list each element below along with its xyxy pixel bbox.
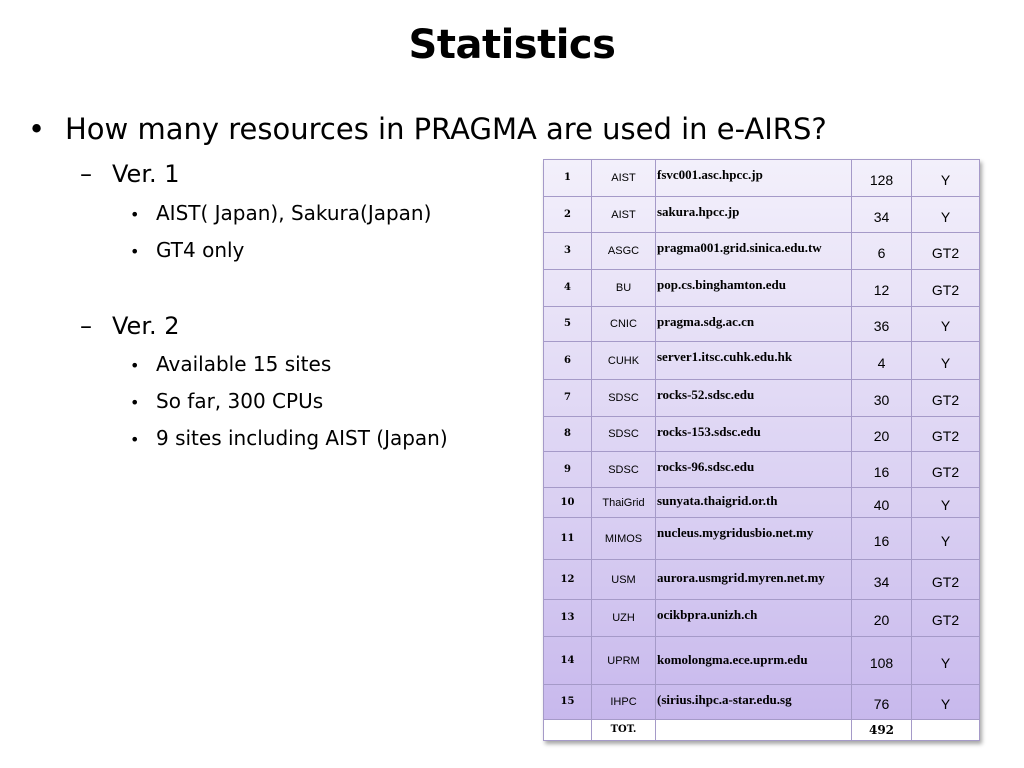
section-heading-ver1: – Ver. 1 xyxy=(80,160,180,188)
table-row xyxy=(544,270,980,307)
site-name: ThaiGrid xyxy=(592,488,656,518)
row-number: 1 xyxy=(544,160,592,197)
globus-version: GT2 xyxy=(912,270,980,307)
section-item: • GT4 only xyxy=(130,238,245,262)
bullet-dot-icon: • xyxy=(130,205,140,224)
globus-version: Y xyxy=(912,685,980,720)
resource-table xyxy=(543,159,980,741)
cpu-count: 34 xyxy=(852,560,912,600)
table-row xyxy=(544,637,980,685)
slide-title: Statistics xyxy=(408,22,616,68)
host-name: fsvc001.asc.hpcc.jp xyxy=(656,160,852,197)
row-number: 4 xyxy=(544,270,592,307)
table-row xyxy=(544,233,980,270)
dash-icon: – xyxy=(80,160,92,188)
cpu-count: 4 xyxy=(852,342,912,380)
host-name: pragma001.grid.sinica.edu.tw xyxy=(656,233,852,270)
globus-version: GT2 xyxy=(912,560,980,600)
row-number: 2 xyxy=(544,197,592,233)
row-number: 7 xyxy=(544,380,592,417)
site-name: SDSC xyxy=(592,452,656,488)
globus-version: Y xyxy=(912,197,980,233)
globus-version: Y xyxy=(912,637,980,685)
cpu-count: 20 xyxy=(852,600,912,637)
globus-version: Y xyxy=(912,160,980,197)
cpu-count: 16 xyxy=(852,452,912,488)
site-name: SDSC xyxy=(592,417,656,452)
cpu-count: 36 xyxy=(852,307,912,342)
total-empty-cell xyxy=(544,720,592,741)
section-item: • So far, 300 CPUs xyxy=(130,389,324,413)
total-label: TOT. xyxy=(592,720,656,741)
table-row xyxy=(544,685,980,720)
bullet-dot-icon: • xyxy=(130,393,140,412)
host-name: ocikbpra.unizh.ch xyxy=(656,600,852,637)
resource-table-container xyxy=(543,159,980,741)
host-name: server1.itsc.cuhk.edu.hk xyxy=(656,342,852,380)
cpu-count: 6 xyxy=(852,233,912,270)
row-number: 3 xyxy=(544,233,592,270)
host-name: rocks-52.sdsc.edu xyxy=(656,380,852,417)
globus-version: Y xyxy=(912,518,980,560)
host-name: sakura.hpcc.jp xyxy=(656,197,852,233)
section-item: • 9 sites including AIST (Japan) xyxy=(130,426,448,450)
total-row xyxy=(544,720,980,741)
site-name: CUHK xyxy=(592,342,656,380)
site-name: AIST xyxy=(592,197,656,233)
cpu-count: 16 xyxy=(852,518,912,560)
globus-version: Y xyxy=(912,342,980,380)
table-row xyxy=(544,307,980,342)
bullet-main-text: How many resources in PRAGMA are used in e-AIRS? xyxy=(65,112,827,146)
table-row xyxy=(544,518,980,560)
site-name: UZH xyxy=(592,600,656,637)
bullet-main xyxy=(28,112,827,146)
row-number: 6 xyxy=(544,342,592,380)
total-empty-cell xyxy=(912,720,980,741)
site-name: USM xyxy=(592,560,656,600)
site-name: MIMOS xyxy=(592,518,656,560)
host-name: pragma.sdg.ac.cn xyxy=(656,307,852,342)
table-row xyxy=(544,197,980,233)
host-name: komolongma.ece.uprm.edu xyxy=(656,637,852,685)
bullet-dot-icon: • xyxy=(28,112,46,146)
cpu-count: 34 xyxy=(852,197,912,233)
cpu-count: 20 xyxy=(852,417,912,452)
host-name: pop.cs.binghamton.edu xyxy=(656,270,852,307)
row-number: 13 xyxy=(544,600,592,637)
globus-version: GT2 xyxy=(912,233,980,270)
row-number: 15 xyxy=(544,685,592,720)
cpu-count: 40 xyxy=(852,488,912,518)
table-row xyxy=(544,160,980,197)
row-number: 10 xyxy=(544,488,592,518)
site-name: BU xyxy=(592,270,656,307)
dash-icon: – xyxy=(80,312,92,340)
globus-version: GT2 xyxy=(912,452,980,488)
table-row xyxy=(544,417,980,452)
table-row xyxy=(544,342,980,380)
globus-version: GT2 xyxy=(912,380,980,417)
host-name: nucleus.mygridusbio.net.my xyxy=(656,518,852,560)
globus-version: Y xyxy=(912,307,980,342)
globus-version: GT2 xyxy=(912,417,980,452)
globus-version: Y xyxy=(912,488,980,518)
row-number: 12 xyxy=(544,560,592,600)
table-row xyxy=(544,452,980,488)
host-name: (sirius.ihpc.a-star.edu.sg xyxy=(656,685,852,720)
site-name: AIST xyxy=(592,160,656,197)
row-number: 9 xyxy=(544,452,592,488)
cpu-count: 108 xyxy=(852,637,912,685)
section-item: • Available 15 sites xyxy=(130,352,332,376)
section-item: • AIST( Japan), Sakura(Japan) xyxy=(130,201,432,225)
total-empty-cell xyxy=(656,720,852,741)
host-name: rocks-153.sdsc.edu xyxy=(656,417,852,452)
site-name: ASGC xyxy=(592,233,656,270)
site-name: UPRM xyxy=(592,637,656,685)
host-name: aurora.usmgrid.myren.net.my xyxy=(656,560,852,600)
host-name: sunyata.thaigrid.or.th xyxy=(656,488,852,518)
row-number: 5 xyxy=(544,307,592,342)
cpu-count: 76 xyxy=(852,685,912,720)
section-heading-ver2: – Ver. 2 xyxy=(80,312,180,340)
total-cpu-count: 492 xyxy=(852,720,912,741)
table-row xyxy=(544,488,980,518)
site-name: IHPC xyxy=(592,685,656,720)
table-row xyxy=(544,380,980,417)
host-name: rocks-96.sdsc.edu xyxy=(656,452,852,488)
cpu-count: 30 xyxy=(852,380,912,417)
cpu-count: 12 xyxy=(852,270,912,307)
bullet-dot-icon: • xyxy=(130,242,140,261)
cpu-count: 128 xyxy=(852,160,912,197)
bullet-dot-icon: • xyxy=(130,356,140,375)
globus-version: GT2 xyxy=(912,600,980,637)
site-name: CNIC xyxy=(592,307,656,342)
table-row xyxy=(544,560,980,600)
site-name: SDSC xyxy=(592,380,656,417)
bullet-dot-icon: • xyxy=(130,430,140,449)
table-row xyxy=(544,600,980,637)
row-number: 11 xyxy=(544,518,592,560)
row-number: 14 xyxy=(544,637,592,685)
row-number: 8 xyxy=(544,417,592,452)
